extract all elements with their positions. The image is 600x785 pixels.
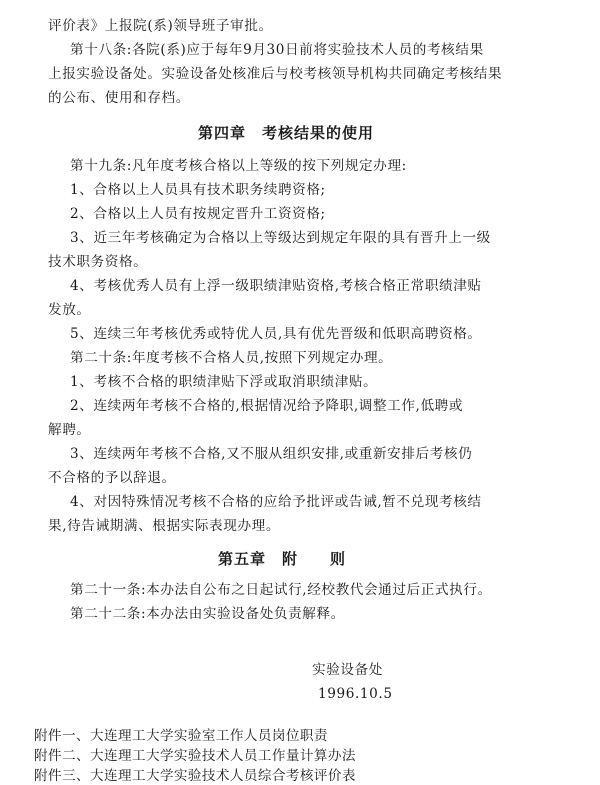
signature-dept: 实验设备处 [312,662,383,678]
body-line: 第二十条:年度考核不合格人员,按照下列规定办理。 [70,350,393,366]
body-line: 第十八条:各院(系)应于每年9月30日前将实验技术人员的考核结果 [70,42,484,58]
body-line: 第二十一条:本办法自公布之日起试行,经校教代会通过后正式执行。 [70,582,492,598]
body-line: 3、连续两年考核不合格,又不服从组织安排,或重新安排后考核仍 [70,446,473,462]
chapter-4-heading: 第四章 考核结果的使用 [198,124,375,142]
body-line: 2、合格以上人员有按规定晋升工资资格; [70,206,326,222]
body-line: 3、近三年考核确定为合格以上等级达到规定年限的具有晋升上一级 [70,230,491,246]
body-line: 第二十二条:本办法由实验设备处负责解释。 [70,606,345,622]
body-line: 不合格的予以辞退。 [48,470,176,486]
body-line: 1、考核不合格的职绩津贴下浮或取消职绩津贴。 [70,374,378,390]
body-line: 果,待告诫期满、根据实际表现办理。 [48,518,281,534]
body-line: 2、连续两年考核不合格的,根据情况给予降职,调整工作,低聘或 [70,398,464,414]
body-line: 技术职务资格。 [48,254,148,270]
signature-date: 1996.10.5 [318,686,393,702]
body-line: 发放。 [48,302,91,318]
body-line: 评价表》上报院(系)领导班子审批。 [48,18,273,34]
body-line: 的公布、使用和存档。 [48,90,190,106]
body-line: 解聘。 [48,422,91,438]
attachment-item: 附件一、大连理工大学实验室工作人员岗位职责 [34,728,328,744]
body-line: 5、连续三年考核优秀或特优人员,具有优先晋级和低职高聘资格。 [70,326,482,342]
chapter-5-heading: 第五章 附 则 [218,550,347,568]
body-line: 4、考核优秀人员有上浮一级职绩津贴资格,考核合格正常职绩津贴 [70,278,482,294]
body-line: 第十九条:凡年度考核合格以上等级的按下列规定办理: [70,158,407,174]
body-line: 4、对因特殊情况考核不合格的应给予批评或告诫,暂不兑现考核结 [70,494,482,510]
attachment-item: 附件三、大连理工大学实验技术人员综合考核评价表 [34,768,356,784]
body-line: 1、合格以上人员具有技术职务续聘资格; [70,182,326,198]
attachment-item: 附件二、大连理工大学实验技术人员工作量计算办法 [34,748,356,764]
body-line: 上报实验设备处。实验设备处核准后与校考核领导机构共同确定考核结果 [48,66,503,82]
